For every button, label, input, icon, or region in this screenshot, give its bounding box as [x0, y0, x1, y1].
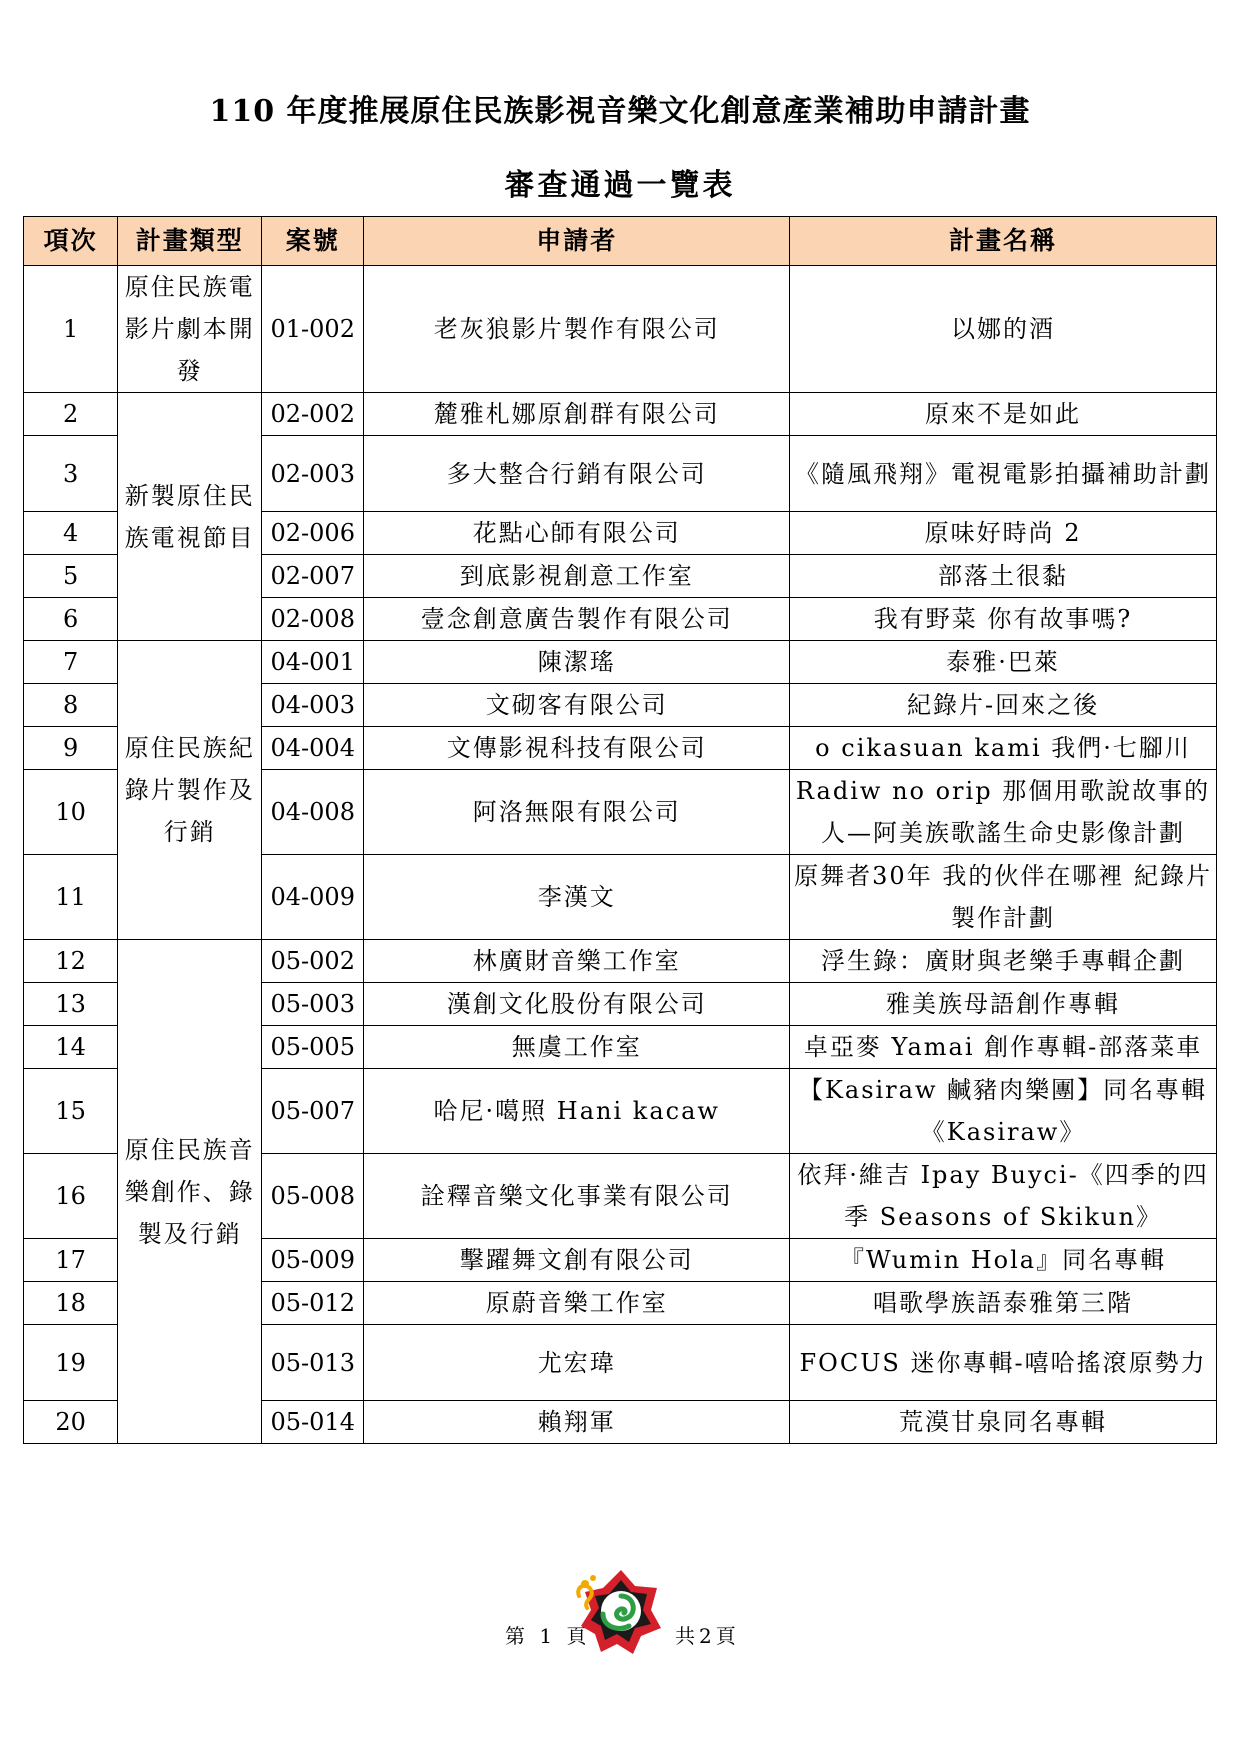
header-case: 案號 [262, 217, 364, 266]
case-number: 05-005 [262, 1026, 364, 1069]
project-cell: 原味好時尚 2 [790, 512, 1217, 555]
row-no: 11 [24, 855, 118, 940]
row-no: 12 [24, 940, 118, 983]
case-number: 05-012 [262, 1282, 364, 1325]
applicant-cell: 陳潔瑤 [364, 641, 790, 684]
row-no: 19 [24, 1325, 118, 1401]
header-no: 項次 [24, 217, 118, 266]
page-title: 110 年度推展原住民族影視音樂文化創意產業補助申請計畫 [209, 94, 1031, 129]
project-cell: Radiw no orip 那個用歌說故事的人—阿美族歌謠生命史影像計劃 [790, 770, 1217, 855]
applicant-cell: 漢創文化股份有限公司 [364, 983, 790, 1026]
applicant-cell: 麓雅札娜原創群有限公司 [364, 393, 790, 436]
project-cell: 以娜的酒 [790, 266, 1217, 393]
applicant-cell: 賴翔軍 [364, 1401, 790, 1444]
case-number: 01-002 [262, 266, 364, 393]
row-no: 16 [24, 1154, 118, 1239]
case-number: 02-007 [262, 555, 364, 598]
page-number: 第 1 頁 [505, 1624, 591, 1648]
table-row [24, 940, 1217, 983]
project-cell: 【Kasiraw 鹹豬肉樂團】同名專輯《Kasiraw》 [790, 1069, 1217, 1154]
case-number: 05-008 [262, 1154, 364, 1239]
row-no: 4 [24, 512, 118, 555]
row-no: 8 [24, 684, 118, 727]
project-cell: 依拜·維吉 Ipay Buyci-《四季的四季 Seasons of Skikun》 [790, 1154, 1217, 1239]
case-number: 02-003 [262, 436, 364, 512]
plan-type-cell: 原住民族紀錄片製作及行銷 [118, 641, 262, 940]
approved-list-table [23, 216, 1217, 1444]
table-header-row [24, 217, 1217, 266]
row-no: 20 [24, 1401, 118, 1444]
applicant-cell: 文傳影視科技有限公司 [364, 727, 790, 770]
case-number: 05-003 [262, 983, 364, 1026]
applicant-cell: 花點心師有限公司 [364, 512, 790, 555]
project-cell: 原來不是如此 [790, 393, 1217, 436]
indigenous-council-logo-icon [573, 1566, 663, 1656]
row-no: 14 [24, 1026, 118, 1069]
applicant-cell: 擊躍舞文創有限公司 [364, 1239, 790, 1282]
row-no: 7 [24, 641, 118, 684]
row-no: 5 [24, 555, 118, 598]
header-applicant: 申請者 [364, 217, 790, 266]
project-cell: 雅美族母語創作專輯 [790, 983, 1217, 1026]
project-cell: 『Wumin Hola』同名專輯 [790, 1239, 1217, 1282]
row-no: 13 [24, 983, 118, 1026]
applicant-cell: 李漢文 [364, 855, 790, 940]
project-cell: 我有野菜 你有故事嗎? [790, 598, 1217, 641]
applicant-cell: 多大整合行銷有限公司 [364, 436, 790, 512]
project-cell: o cikasuan kami 我們·七腳川 [790, 727, 1217, 770]
case-number: 04-004 [262, 727, 364, 770]
row-no: 18 [24, 1282, 118, 1325]
case-number: 02-002 [262, 393, 364, 436]
project-cell: 紀錄片-回來之後 [790, 684, 1217, 727]
page-subtitle: 審查通過一覽表 [504, 168, 736, 203]
header-project: 計畫名稱 [790, 217, 1217, 266]
plan-type-cell: 新製原住民族電視節目 [118, 393, 262, 641]
plan-type-cell: 原住民族電影片劇本開發 [118, 266, 262, 393]
header-type: 計畫類型 [118, 217, 262, 266]
applicant-cell: 林廣財音樂工作室 [364, 940, 790, 983]
project-cell: 唱歌學族語泰雅第三階 [790, 1282, 1217, 1325]
case-number: 04-003 [262, 684, 364, 727]
project-cell: 荒漠甘泉同名專輯 [790, 1401, 1217, 1444]
row-no: 17 [24, 1239, 118, 1282]
row-no: 10 [24, 770, 118, 855]
project-cell: 浮生錄：廣財與老樂手專輯企劃 [790, 940, 1217, 983]
project-cell: 卓亞麥 Yamai 創作專輯-部落菜車 [790, 1026, 1217, 1069]
applicant-cell: 詮釋音樂文化事業有限公司 [364, 1154, 790, 1239]
applicant-cell: 哈尼·噶照 Hani kacaw [364, 1069, 790, 1154]
case-number: 05-009 [262, 1239, 364, 1282]
applicant-cell: 阿洛無限有限公司 [364, 770, 790, 855]
project-cell: 原舞者30年 我的伙伴在哪裡 紀錄片製作計劃 [790, 855, 1217, 940]
row-no: 1 [24, 266, 118, 393]
project-cell: 部落土很黏 [790, 555, 1217, 598]
case-number: 05-013 [262, 1325, 364, 1401]
applicant-cell: 尤宏瑋 [364, 1325, 790, 1401]
case-number: 05-007 [262, 1069, 364, 1154]
case-number: 05-014 [262, 1401, 364, 1444]
applicant-cell: 文砌客有限公司 [364, 684, 790, 727]
table-row [24, 641, 1217, 684]
table-row [24, 266, 1217, 393]
project-cell: FOCUS 迷你專輯-嘻哈搖滾原勢力 [790, 1325, 1217, 1401]
applicant-cell: 原蔚音樂工作室 [364, 1282, 790, 1325]
row-no: 15 [24, 1069, 118, 1154]
plan-type-cell: 原住民族音樂創作、錄製及行銷 [118, 940, 262, 1444]
row-no: 2 [24, 393, 118, 436]
row-no: 3 [24, 436, 118, 512]
table-row [24, 393, 1217, 436]
applicant-cell: 老灰狼影片製作有限公司 [364, 266, 790, 393]
case-number: 04-009 [262, 855, 364, 940]
project-cell: 泰雅·巴萊 [790, 641, 1217, 684]
row-no: 6 [24, 598, 118, 641]
case-number: 05-002 [262, 940, 364, 983]
case-number: 04-001 [262, 641, 364, 684]
applicant-cell: 壹念創意廣告製作有限公司 [364, 598, 790, 641]
case-number: 02-008 [262, 598, 364, 641]
project-cell: 《隨風飛翔》電視電影拍攝補助計劃 [790, 436, 1217, 512]
row-no: 9 [24, 727, 118, 770]
case-number: 02-006 [262, 512, 364, 555]
applicant-cell: 無虞工作室 [364, 1026, 790, 1069]
case-number: 04-008 [262, 770, 364, 855]
applicant-cell: 到底影視創意工作室 [364, 555, 790, 598]
page-total: 共2頁 [675, 1624, 740, 1648]
